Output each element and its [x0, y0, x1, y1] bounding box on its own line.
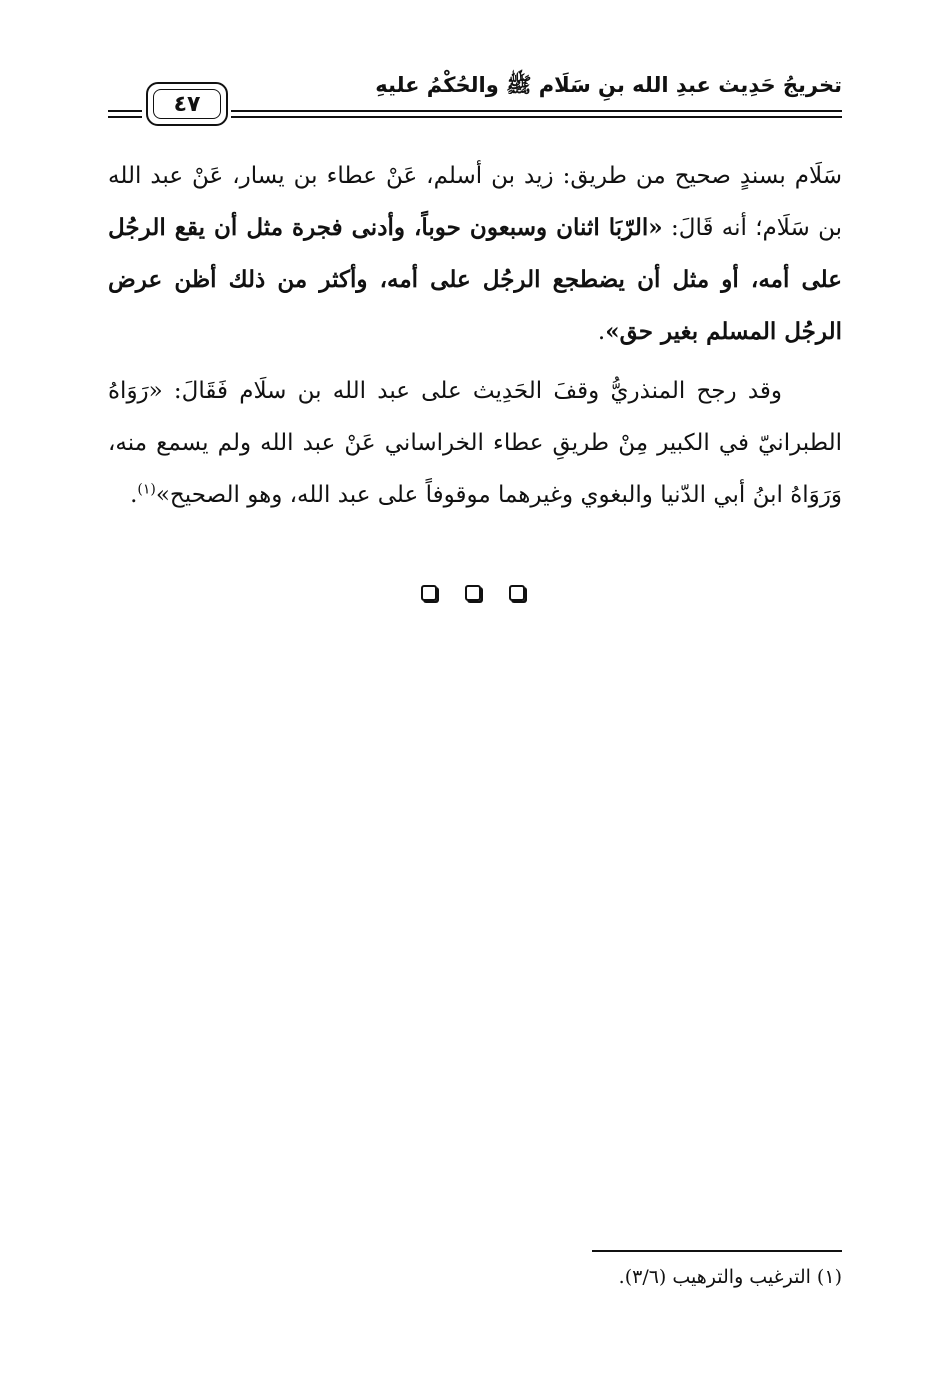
header-rule	[108, 116, 142, 118]
text-run: سَلَام بسندٍ صحيح من طريق: زيد بن أسلم، عَنْ عطاء بن يسار، عَنْ عبد الله بن سَلَام؛ أنه قَالَ:	[108, 163, 842, 241]
header-rule	[231, 110, 842, 112]
page-number-frame	[146, 82, 228, 126]
header-rule	[231, 116, 842, 118]
paragraph	[108, 365, 842, 521]
paragraph	[108, 150, 842, 358]
footnote-reference[interactable]: (١)	[137, 481, 156, 498]
running-title: تخريجُ حَدِيث عبدِ الله بنِ سَلَام ﷺ والحُكْمُ عليهِ	[375, 73, 842, 97]
text-run: وقد رجح المنذريُّ وقفَ الحَدِيث على عبد الله بن سلَام فَقَالَ: «رَوَاهُ الطبرانيّ في الكبير مِنْ طريقِ عطاء الخراساني عَنْ عبد الله ولم يسمع منه، وَرَوَاهُ ابنُ أبي الدّنيا والبغوي وغيرهما موقوفاً على عبد الله، وهو الصحيح»	[108, 378, 842, 508]
section-separator	[0, 585, 945, 601]
footnote-rule	[592, 1250, 842, 1252]
quoted-hadith: «الرّبَا اثنان وسبعون حوباً، وأدنى فجرة مثل أن يقع الرجُل على أمه، أو مثل أن يضطجع الرجُل على أمه، وأكثر من ذلك أظن عرض الرجُل المسلم بغير حق»	[108, 214, 842, 345]
square-ornament-icon	[421, 585, 437, 601]
page-number: ٤٧	[153, 89, 221, 119]
text-run: .	[597, 319, 606, 345]
footnote: (١) الترغيب والترهيب (٣/٦).	[618, 1266, 842, 1288]
main-text	[108, 150, 842, 521]
text-run: .	[130, 482, 138, 508]
square-ornament-icon	[465, 585, 481, 601]
header-rule	[108, 110, 142, 112]
square-ornament-icon	[509, 585, 525, 601]
page-header	[108, 68, 842, 128]
